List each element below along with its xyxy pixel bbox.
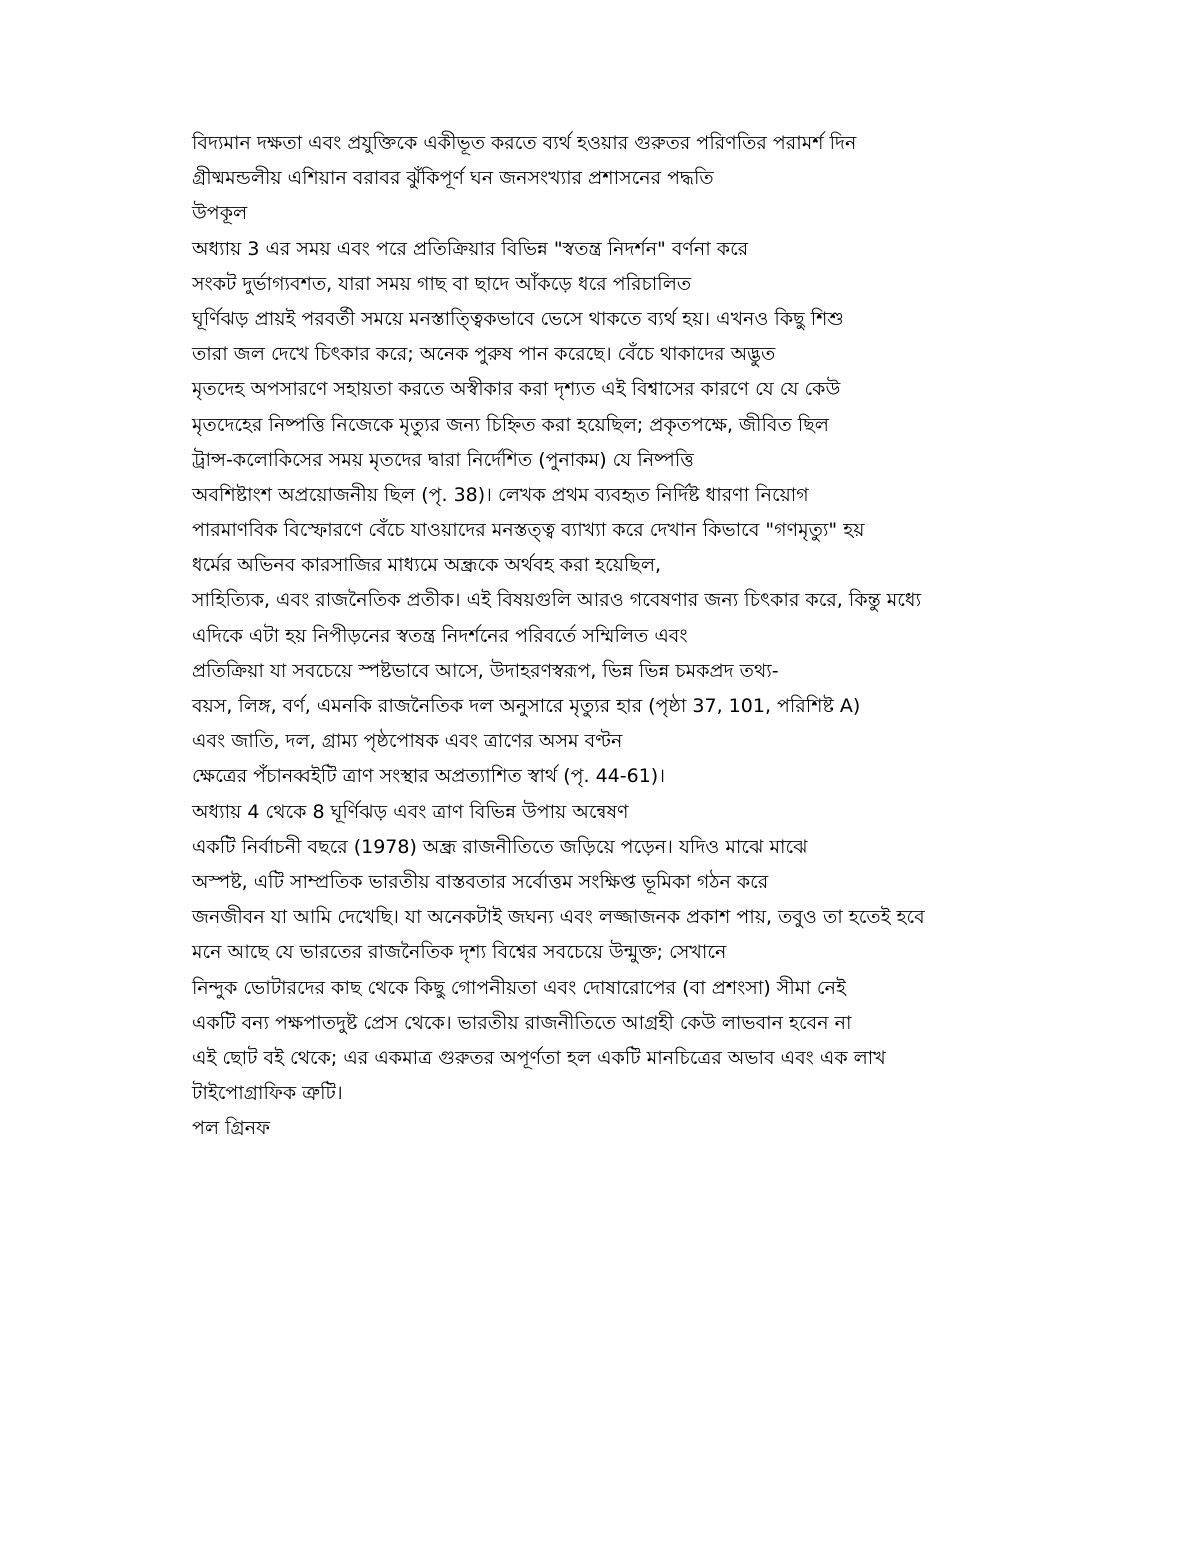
text-line: অবশিষ্টাংশ অপ্রয়োজনীয় ছিল (পৃ. 38)। লেখক প্রথম ব্যবহৃত নির্দিষ্ট ধারণা নিয়োগ: [192, 483, 809, 506]
text-line: বয়স, লিঙ্গ, বর্ণ, এমনকি রাজনৈতিক দল অনুসারে মৃত্যুর হার (পৃষ্ঠা 37, 101, পরিশিষ্ট A): [192, 695, 861, 717]
text-line: ধর্মের অভিনব কারসাজির মাধ্যমে অন্ধ্রকে অর্থবহ করা হয়েছিল,: [192, 554, 662, 577]
text-line: সংকট দুর্ভাগ্যবশত, যারা সময় গাছ বা ছাদে আঁকড়ে ধরে পরিচালিত: [192, 272, 692, 295]
text-line: উপকূল: [192, 202, 248, 225]
text-line: নিন্দুক ভোটারদের কাছ থেকে কিছু গোপনীয়তা এবং দোষারোপের (বা প্রশংসা) সীমা নেই: [192, 976, 846, 999]
text-line: অধ্যায় 3 এর সময় এবং পরে প্রতিক্রিয়ার বিভিন্ন "স্বতন্ত্র নিদর্শন" বর্ণনা করে: [192, 237, 749, 260]
text-line: অধ্যায় 4 থেকে 8 ঘূর্ণিঝড় এবং ত্রাণ বিভিন্ন উপায় অন্বেষণ: [192, 800, 629, 823]
author-signature: পল গ্রিনফ: [192, 1117, 270, 1140]
text-line: টাইপোগ্রাফিক ত্রুটি।: [192, 1082, 343, 1105]
text-line: একটি বন্য পক্ষপাতদুষ্ট প্রেস থেকে। ভারতীয় রাজনীতিতে আগ্রহী কেউ লাভবান হবেন না: [192, 1011, 852, 1034]
text-line: মৃতদেহের নিষ্পত্তি নিজেকে মৃত্যুর জন্য চিহ্নিত করা হয়েছিল; প্রকৃতপক্ষে, জীবিত ছিল: [192, 413, 829, 436]
text-line: এদিকে এটা হয় নিপীড়নের স্বতন্ত্র নিদর্শনের পরিবর্তে সম্মিলিত এবং: [192, 624, 688, 647]
text-line: তারা জল দেখে চিৎকার করে; অনেক পুরুষ পান করেছে। বেঁচে থাকাদের অদ্ভুত: [192, 343, 776, 366]
review-text-body: [192, 126, 1092, 1146]
text-line: এই ছোট বই থেকে; এর একমাত্র গুরুতর অপূর্ণতা হল একটি মানচিত্রের অভাব এবং এক লাখ: [192, 1046, 886, 1069]
text-line: ঘূর্ণিঝড় প্রায়ই পরবর্তী সময়ে মনস্তাত্ত্বিকভাবে ভেসে থাকতে ব্যর্থ হয়। এখনও কিছু শিশু: [192, 307, 844, 330]
text-line: ক্ষেত্রের পঁচানব্বইটি ত্রাণ সংস্থার অপ্রত্যাশিত স্বার্থ (পৃ. 44-61)।: [192, 765, 665, 788]
text-line: প্রতিক্রিয়া যা সবচেয়ে স্পষ্টভাবে আসে, উদাহরণস্বরূপ, ভিন্ন ভিন্ন চমকপ্রদ তথ্য-: [192, 659, 779, 682]
text-line: অস্পষ্ট, এটি সাম্প্রতিক ভারতীয় বাস্তবতার সর্বোত্তম সংক্ষিপ্ত ভূমিকা গঠন করে: [192, 870, 769, 893]
text-line: সাহিত্যিক, এবং রাজনৈতিক প্রতীক। এই বিষয়গুলি আরও গবেষণার জন্য চিৎকার করে, কিন্তু মধ্যে: [192, 589, 922, 612]
text-line: এবং জাতি, দল, গ্রাম্য পৃষ্ঠপোষক এবং ত্রাণের অসম বণ্টন: [192, 730, 623, 753]
text-line: মনে আছে যে ভারতের রাজনৈতিক দৃশ্য বিশ্বের সবচেয়ে উন্মুক্ত; সেখানে: [192, 941, 727, 964]
text-line: জনজীবন যা আমি দেখেছি। যা অনেকটাই জঘন্য এবং লজ্জাজনক প্রকাশ পায়, তবুও তা হতেই হবে: [192, 906, 925, 929]
text-line: ট্রান্স-কলোকিসের সময় মৃতদের দ্বারা নির্দেশিত (পুনাকম) যে নিষ্পত্তি: [192, 448, 694, 471]
text-line: গ্রীষ্মমন্ডলীয় এশিয়ান বরাবর ঝুঁকিপূর্ণ ঘন জনসংখ্যার প্রশাসনের পদ্ধতি: [192, 167, 714, 190]
text-line: একটি নির্বাচনী বছরে (1978) অন্ধ্র রাজনীতিতে জড়িয়ে পড়েন। যদিও মাঝে মাঝে: [192, 835, 808, 858]
text-line: বিদ্যমান দক্ষতা এবং প্রযুক্তিকে একীভূত করতে ব্যর্থ হওয়ার গুরুতর পরিণতির পরামর্শ দিন: [192, 132, 857, 154]
text-line: মৃতদেহ অপসারণে সহায়তা করতে অস্বীকার করা দৃশ্যত এই বিশ্বাসের কারণে যে যে কেউ: [192, 378, 841, 401]
text-line: পারমাণবিক বিস্ফোরণে বেঁচে যাওয়াদের মনস্তত্ত্ব ব্যাখ্যা করে দেখান কিভাবে "গণমৃত্যু" হয়: [192, 519, 865, 542]
